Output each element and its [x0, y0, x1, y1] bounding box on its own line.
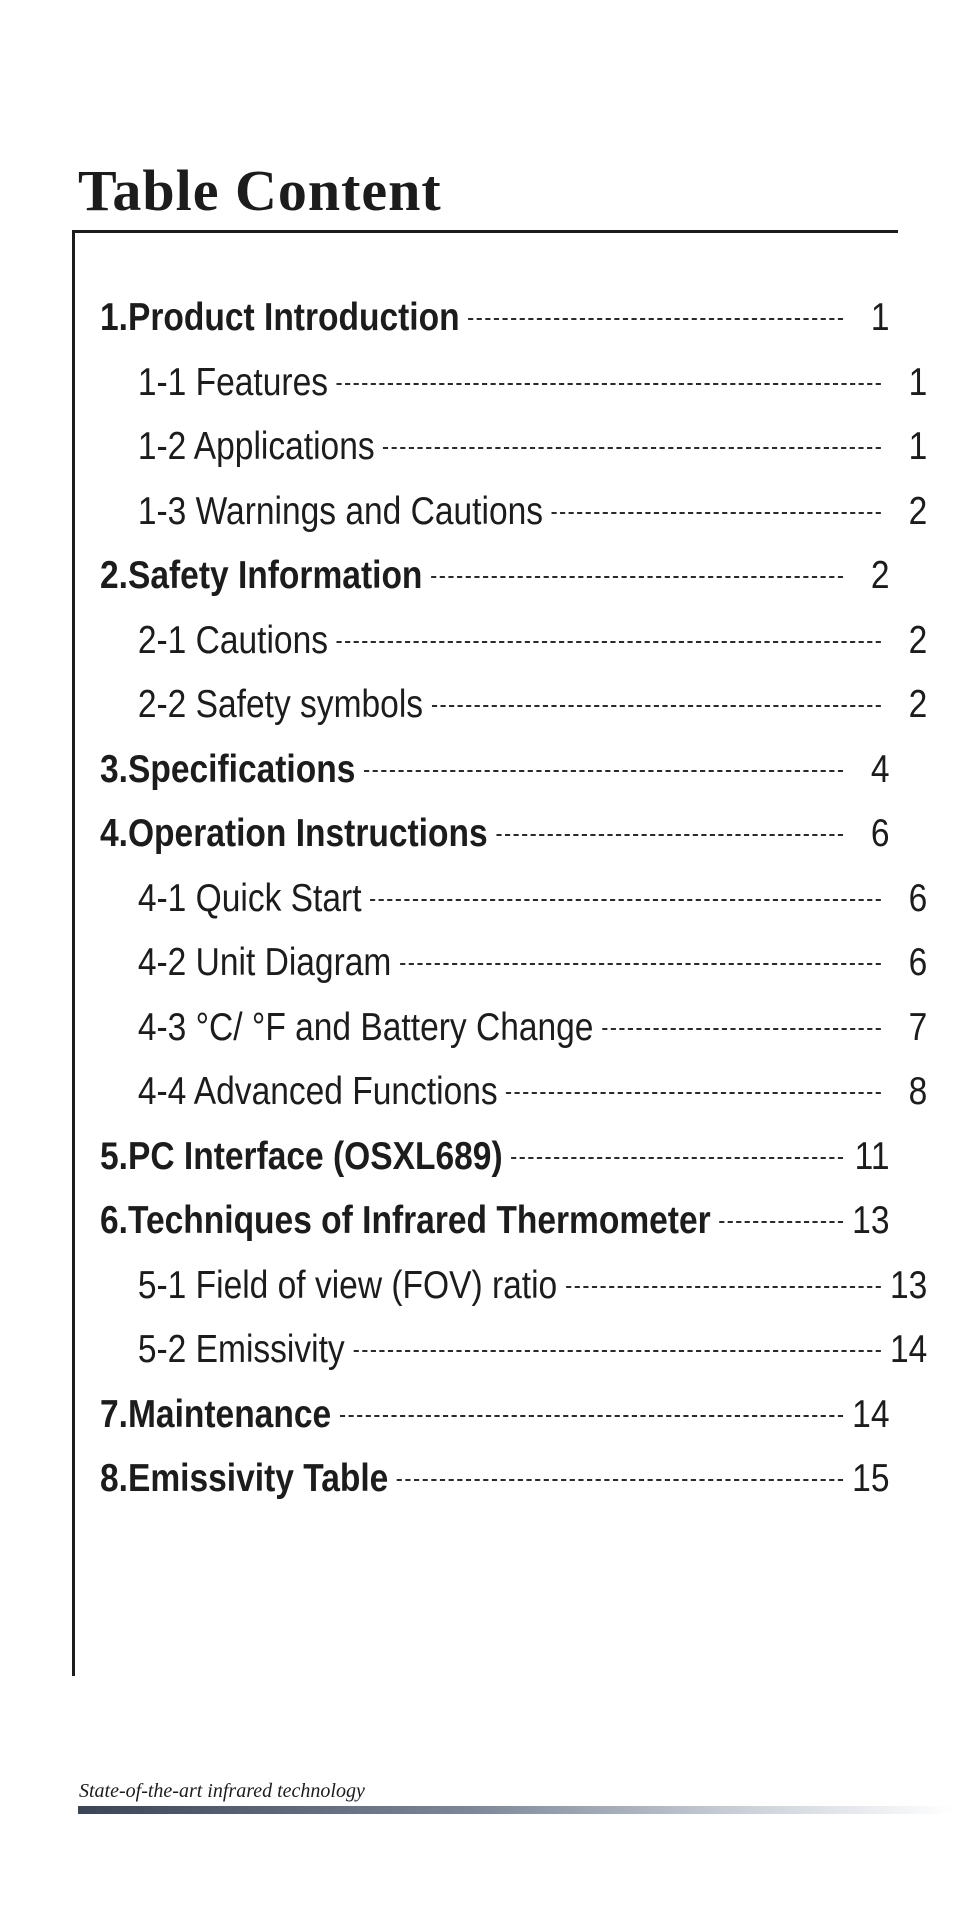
left-margin-rule	[72, 230, 75, 1676]
toc-entry-label: 3.Specifications	[100, 747, 356, 791]
toc-section[interactable]	[100, 296, 889, 361]
toc-subsection[interactable]	[100, 425, 927, 490]
toc-entry-label: 1-2 Applications	[137, 425, 375, 468]
toc-entry-label: 1-1 Features	[137, 360, 328, 404]
toc-page-number: 2	[908, 683, 928, 726]
toc-page-number: 6	[870, 812, 890, 855]
toc-section[interactable]	[100, 554, 889, 619]
toc-section[interactable]	[100, 1199, 889, 1264]
toc-entry-label: 8.Emissivity Table	[100, 1457, 389, 1500]
toc-entry-label: 5.PC Interface (OSXL689)	[100, 1134, 503, 1178]
toc-page-number: 1	[908, 360, 928, 404]
toc-entry-label: 1-3 Warnings and Cautions	[137, 489, 544, 533]
toc-subsection[interactable]	[100, 1328, 927, 1393]
toc-page-number: 14	[890, 1328, 928, 1371]
title-rule	[72, 230, 898, 233]
toc-page-number: 7	[908, 1005, 928, 1049]
toc-page-number: 13	[890, 1263, 928, 1307]
toc-page-number: 15	[852, 1457, 890, 1500]
toc-subsection[interactable]	[100, 941, 927, 1006]
toc-section[interactable]	[100, 1135, 889, 1200]
toc-page-number: 8	[908, 1070, 928, 1113]
toc-page-number: 6	[908, 941, 928, 984]
toc-dot-leader	[364, 770, 843, 772]
toc-subsection[interactable]	[100, 683, 927, 748]
toc-subsection[interactable]	[100, 361, 927, 426]
toc-dot-leader	[431, 576, 843, 578]
toc-page-number: 11	[854, 1134, 890, 1178]
toc-dot-leader	[719, 1221, 843, 1223]
toc-dot-leader	[370, 899, 881, 901]
toc-subsection[interactable]	[100, 1264, 927, 1329]
toc-entry-label: 2-2 Safety symbols	[137, 683, 424, 726]
toc-entry-label: 2-1 Cautions	[137, 618, 329, 662]
footer-gradient-bar	[78, 1806, 954, 1814]
toc-section[interactable]	[100, 812, 889, 877]
page-title: Table Content	[78, 158, 442, 223]
toc-entry-label: 5-1 Field of view (FOV) ratio	[137, 1263, 558, 1307]
toc-section[interactable]	[100, 1457, 889, 1522]
toc-dot-leader	[400, 963, 881, 965]
toc-page-number: 2	[908, 618, 928, 662]
toc-subsection[interactable]	[100, 1070, 927, 1135]
toc-page-number: 6	[908, 876, 928, 920]
toc-page-number: 13	[852, 1199, 890, 1242]
toc-page-number: 1	[870, 296, 890, 339]
toc-subsection[interactable]	[100, 1006, 927, 1071]
footer-tagline: State-of-the-art infrared technology	[79, 1780, 365, 1802]
toc-entry-label: 6.Techniques of Infrared Thermometer	[100, 1199, 711, 1242]
toc-dot-leader	[552, 512, 881, 514]
toc-subsection[interactable]	[100, 619, 927, 684]
toc-dot-leader	[432, 705, 881, 707]
toc-subsection[interactable]	[100, 490, 927, 555]
toc-entry-label: 4-1 Quick Start	[137, 876, 362, 920]
toc-entry-label: 1.Product Introduction	[100, 296, 460, 339]
toc-entry-label: 4-2 Unit Diagram	[137, 941, 392, 984]
toc-dot-leader	[496, 834, 843, 836]
toc-entry-label: 7.Maintenance	[100, 1392, 332, 1436]
toc-entry-label: 5-2 Emissivity	[137, 1328, 345, 1371]
toc-dot-leader	[353, 1350, 881, 1352]
toc-dot-leader	[506, 1092, 881, 1094]
toc-dot-leader	[337, 383, 881, 385]
toc-dot-leader	[566, 1286, 881, 1288]
toc-section[interactable]	[100, 1393, 889, 1458]
toc-dot-leader	[602, 1028, 881, 1030]
toc-page-number: 1	[908, 425, 928, 468]
toc-dot-leader	[383, 447, 881, 449]
toc-entry-label: 2.Safety Information	[100, 554, 423, 597]
toc-dot-leader	[337, 641, 881, 643]
toc-dot-leader	[468, 318, 843, 320]
toc-subsection[interactable]	[100, 877, 927, 942]
toc-dot-leader	[397, 1479, 843, 1481]
toc-entry-label: 4.Operation Instructions	[100, 812, 488, 855]
toc-dot-leader	[340, 1415, 843, 1417]
toc-dot-leader	[511, 1157, 843, 1159]
table-of-contents	[100, 296, 928, 1522]
toc-page-number: 14	[852, 1392, 890, 1436]
toc-entry-label: 4-3 °C/ °F and Battery Change	[137, 1005, 594, 1049]
toc-page-number: 4	[870, 747, 890, 791]
toc-page-number: 2	[870, 554, 890, 597]
toc-entry-label: 4-4 Advanced Functions	[137, 1070, 498, 1113]
toc-section[interactable]	[100, 748, 889, 813]
toc-page-number: 2	[908, 489, 928, 533]
